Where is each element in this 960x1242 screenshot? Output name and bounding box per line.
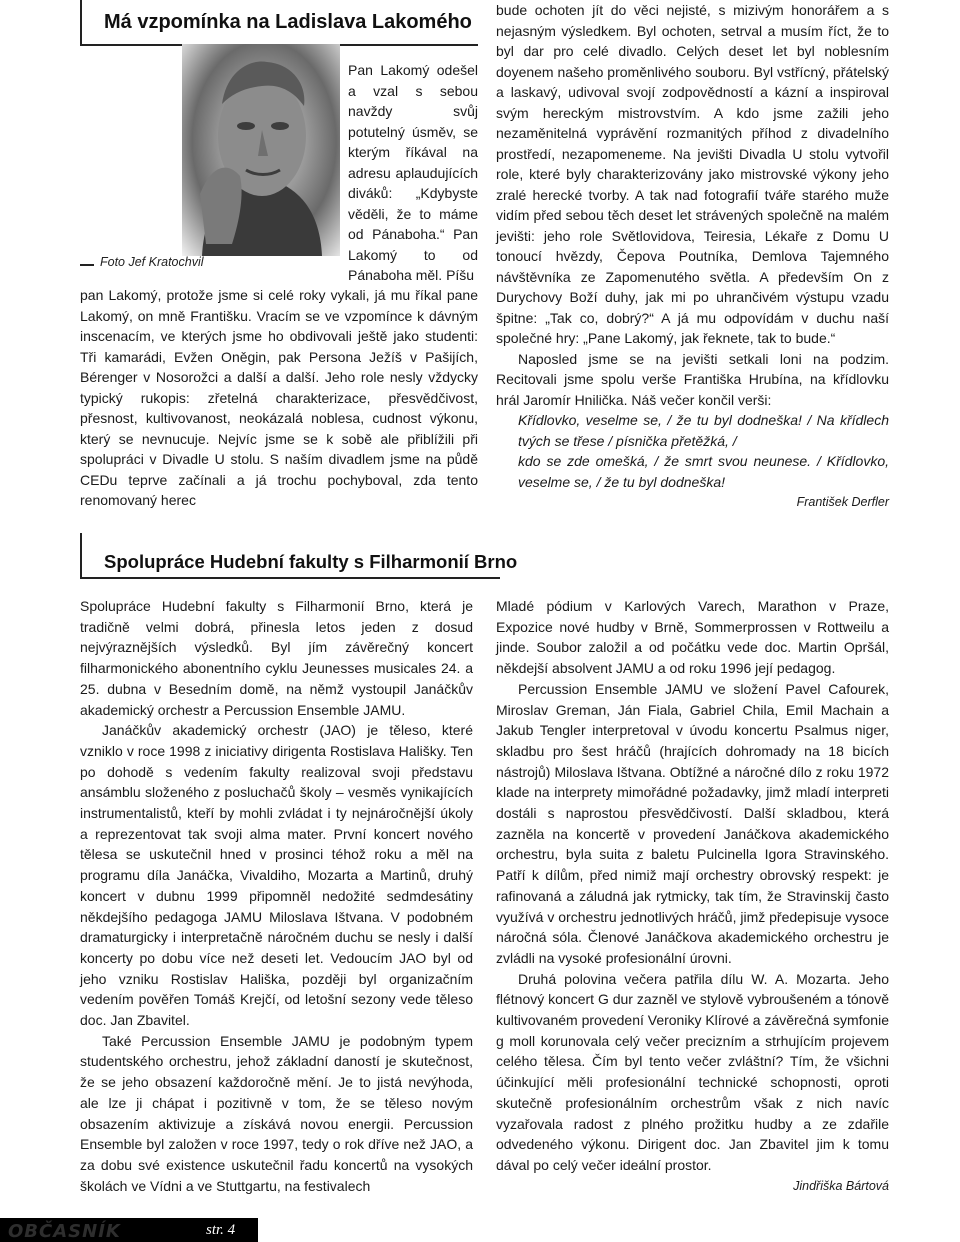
poem-stanza: kdo se zde omešká, / že smrt svou neunese. / Křídlovko, veselme se, / že tu byl dodneška! [518, 453, 889, 490]
article-column-left [80, 596, 473, 1196]
photo-credit: Foto Jef Kratochvil [100, 255, 204, 269]
page-number: str. 4 [206, 1222, 236, 1238]
portrait-illustration [182, 44, 340, 256]
article-title: Má vzpomínka na Ladislava Lakomého [104, 11, 472, 33]
article-author: František Derfler [796, 495, 889, 509]
article-title: Spolupráce Hudební fakulty s Filharmonií Brno [104, 551, 518, 572]
article-paragraph: Mladé pódium v Karlových Varech, Marathon v Praze, Expozice nové hudby v Brně, Sommerprossen v Rottweilu a jinde. Soubor založil a od počátku vede doc. Martin Opršál, někdejší absolvent JAMU a od roku 1996 její pedagog. [496, 598, 889, 677]
article-paragraph: Druhá polovina večera patřila dílu W. A. Mozarta. Jeho flétnový koncert G dur zazněl ve stylově vybroušeném a tónově kultivovaném provedení Veroniky Klírové a závěrečná symfonie g moll korunovala celý večer precizním a strhujícím projevem celého tělesa. Čím byl tento večer zvláštní? Tím, že všichni účinkující měli profesionální technické schopnosti, oproti skutečně profesionálním orchestrům však z nich navíc vyzařovala radost z plného prožitku hudby a ze zdařile odvedeného výkonu. Dirigent doc. Jan Zbavitel jim k tomu dával po celý večer ideální prostor. [496, 970, 889, 1173]
article-paragraph: pan Lakomý, protože jsme si celé roky vykali, já mu říkal pane Lakomý, on mně Františku. Vracím se ve vzpomínce k dávným inscenacím, ve kterých jsme ho obdivovali ještě jako studenti: Tři kamarádi, Evžen Oněgin, pak Persona Ježíš v Pašijích, Bérenger v Nosorožci a další a další. Jeho role nesly vždycky typický rukopis: zřetelná charakterizace, přesvědčivost, přesnost, kultivovanost, neokázalá noblesa, cudnost výkonu, který se nevnucuje. Nejvíc jsme se k sobě ale přiblížili při spolupráci v Divadle U stolu. S naším divadlem jsme na půdě CEDu teprve začínali a já trochu pochyboval, zda tento renomovaný herec [80, 287, 478, 508]
article-header-frame [80, 533, 518, 579]
magazine-logo: OBČASNÍK [8, 1221, 121, 1242]
article-column-right [496, 596, 889, 1196]
credit-rule [80, 264, 94, 266]
portrait-photo [182, 44, 340, 256]
poem-stanza: Křídlovko, veselme se, / že tu byl dodneška! / Na křídlech tvých se třese / písnička přetěžká, / [518, 412, 889, 449]
article-paragraph: Naposled jsme se na jevišti setkali loni na podzim. Recitovali jsme spolu verše Františka Hrubína, na křídlovku hrál Jaromír Hnilička. Náš večer končil verši: [496, 350, 889, 408]
article-column-left [80, 285, 478, 511]
article-author: Jindřiška Bártová [793, 1178, 889, 1193]
article-column-right [496, 0, 889, 513]
article-header-frame [80, 0, 478, 46]
article-paragraph: Také Percussion Ensemble JAMU je podobným typem studentského orchestru, jehož základní daností je skutečnost, že se jeho obsazení každoročně mění. Je to jistá nevýhoda, ale lze ji chápat i pozitivně v tom, že se těleso novým obsazením aktivizuje a získává novou energii. Percussion Ensemble byl založen v roce 1997, tedy o rok dříve než JAO, a za dobu své existence uskutečnil řadu koncertů na vysokých školách ve Vídni a ve Stuttgartu, na festivalech [80, 1032, 473, 1194]
article-lead-text: Pan Lakomý odešel a vzal s sebou navždy svůj potutelný úsměv, se kterým říkával na adresu aplaudujících diváků: „Kdybyste věděli, že to máme od Pánaboha.“ Pan Lakomý to od Pánaboha měl. Píšu [348, 62, 478, 283]
page-footer [0, 1218, 258, 1242]
article-paragraph: bude ochoten jít do věci nejisté, s mizivým honorářem a s nejasným výsledkem. Byl ochoten, setrval a musím říct, že to byl dar pro celé divadlo. Celých deset let byl noblesním doyenem našeho proměnlivého souboru. Byl vstřícný, přátelský a laskavý, udivoval svojí zodpovědností a kázní a inspiroval svým hereckým mistrovstvím. A kdo jsme zažili jeho nezaměnitelná vyprávění rozmanitých příhod z divadelního prostředí, nezapomeneme. Na jevišti Divadla U stolu vytvořil role, které byly charakterizovány jako mistrovské výkony jeho zralé herecké tvorby. A tak nad fotografií tváře starého muže vidím před sebou těch deset let strávených společně na malém jevišti: jeho role Světlovidova, Teiresia, Lékaře z Domu U tonoucí hvězdy, Čepova Poutníka, Demlova Tajemného návštěvníka ze Zapomenutého světla. A především On z Durychovy Boží duhy, jak mi po uhrančivém výstupu vzadu špitne: „Tak co, dobrý?“ A já mu odpovídám v duchu naší společné hry: „Pane Lakomý, jak řeknete, tak to bude.“ [496, 2, 889, 346]
article-paragraph: Percussion Ensemble JAMU ve složení Pavel Cafourek, Miroslav Greman, Ján Fiala, Gabriel Chila, Emil Machain a Jakub Tengler interpretoval v úvodu koncertu Psalmus niger, skladbu pro šest hráčů (hrajících dohromady na 18 bicích nástrojů) Miloslava Ištvana. Obtížné a náročné dílo z roku 1972 klade na interprety mimořádné požadavky, jimž mladí interpreti dostáli s naprostou přesvědčivostí. Další skladbou, která zazněla na koncertě v provedení Janáčkova akademického orchestru, byla suita z baletu Pulcinella Igora Stravinského. Patří k dílům, před nimiž mají orchestry obrovský respekt: je rafinovaná a záludná jak rytmicky, tak tím, že Stravinskij často využívá v orchestru jednotlivých hráčů, jimž předepisuje vysoce náročná sóla. Členové Janáčkova akademického orchestru je zvládli na vysoké profesionální úrovni. [496, 680, 889, 966]
article-paragraph: Janáčkův akademický orchestr (JAO) je těleso, které vzniklo v roce 1998 z iniciativy dirigenta Rostislava Hališky. Ten po dohodě s vedením fakulty realizoval svoji představu ansámblu složeného z posluchačů školy – vesměs vynikajících instrumentalistů, kteří by mohli zvládat i ty nejnáročnější úkoly a reprezentovat tak svoji alma mater. První koncert nového tělesa se uskutečnil hned v prosinci téhož roku a měl na programu díla Janáčka, Vivaldiho, Mozarta a Martinů, druhý koncert v dubnu 1999 připomněl nedožité sedmdesátiny někdejšího pedagoga JAMU Miloslava Ištvana. V podobném dramaturgicky i interpretačně náročném duchu se nesly i další koncerty po dobu více než deseti let. Vedoucím JAO byl od jeho vzniku Rostislav Hališka, později byl organizačním vedením pověřen Tomáš Krejčí, od letošní sezony vede těleso doc. Jan Zbavitel. [80, 722, 473, 1029]
article-paragraph: Spolupráce Hudební fakulty s Filharmonií Brno, která je tradičně velmi dobrá, přinesla letos jeden z dosud nejvýraznějších výsledků. Byl jím závěrečný koncert filharmonického abonentního cyklu Jeunesses musicales 24. a 25. dubna v Besedním domě, na němž vystoupil Janáčkův akademický orchestr a Percussion Ensemble JAMU. [80, 598, 473, 718]
